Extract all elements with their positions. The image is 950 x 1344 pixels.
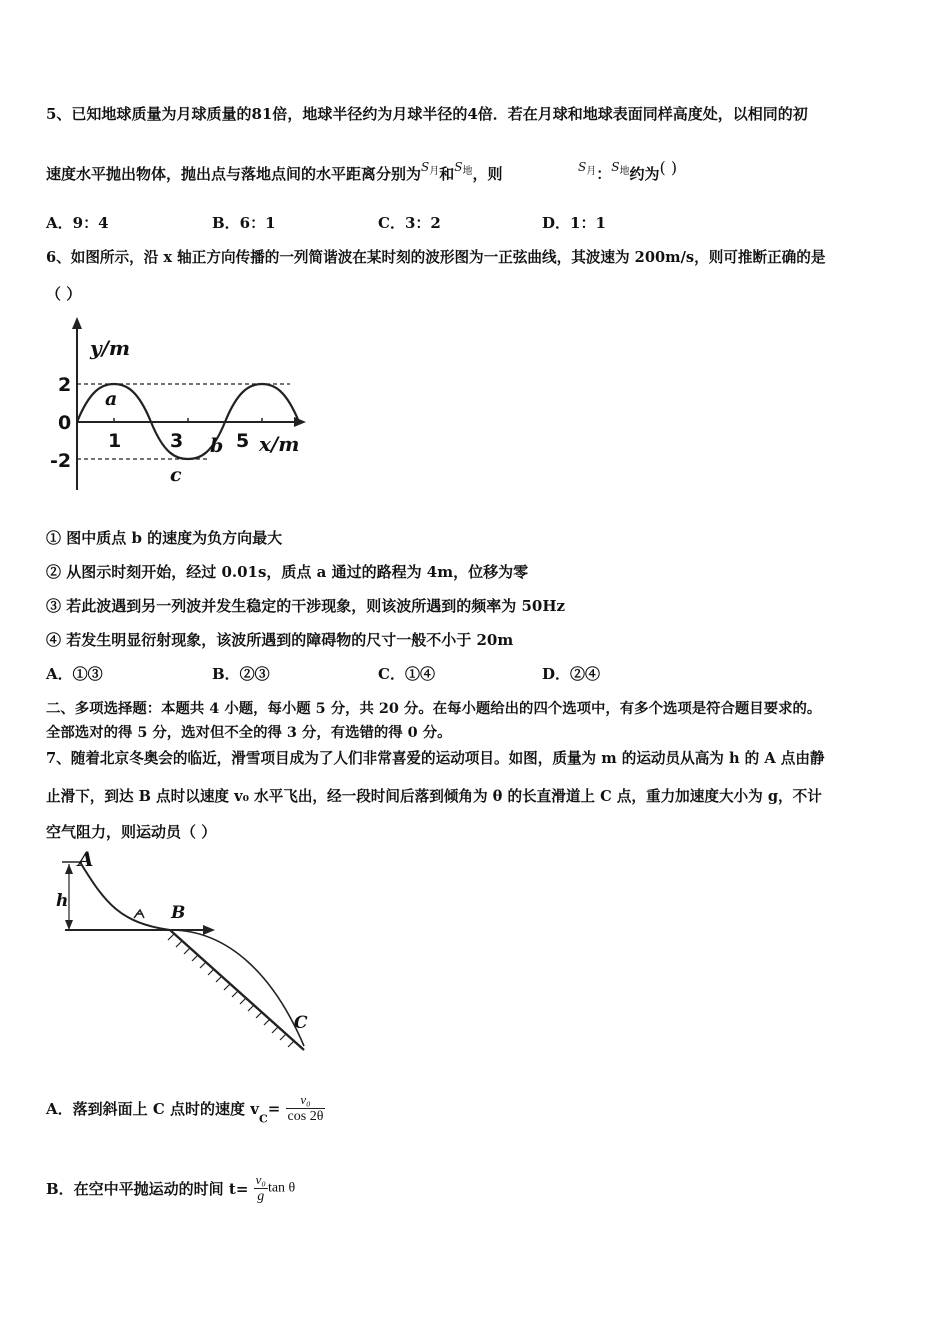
point-b-label: b	[210, 435, 224, 457]
tick-label-3: 3	[170, 430, 184, 452]
q7-option-b-text: B．在空中平抛运动的时间 t=	[46, 1180, 249, 1198]
q6-option-a[interactable]: A．①③	[46, 665, 103, 683]
q7-option-a-numerator: v₀	[300, 1092, 311, 1107]
height-arrow-down	[65, 920, 73, 930]
s-earth-subscript: 地	[462, 166, 473, 177]
q6-statement-2: ② 从图示时刻开始，经过 0.01s，质点 a 通过的路程为 4m，位移为零	[46, 563, 529, 581]
and-text: 和	[439, 165, 455, 183]
then-text: ，则	[472, 165, 503, 183]
slide-curve	[80, 862, 170, 930]
q5-ratio	[578, 158, 678, 184]
q6-line2: （ ）	[46, 285, 82, 303]
s-earth-symbol: S	[454, 160, 463, 174]
incline-line	[170, 930, 304, 1050]
tick-label-5: 5	[236, 430, 250, 452]
s-moon-subscript-2: 月	[586, 166, 597, 177]
s-moon-subscript: 月	[429, 166, 440, 177]
s-earth-subscript-2: 地	[619, 166, 630, 177]
q7-option-a-subscript: C	[258, 1112, 268, 1126]
tick-label-2: 2	[58, 374, 72, 396]
approx-text: 约为	[629, 165, 660, 183]
skier-icon	[134, 910, 144, 918]
q7-option-a[interactable]	[46, 1092, 325, 1126]
label-a: A	[78, 848, 94, 871]
q5-line1: 5、已知地球质量为月球质量的81倍，地球半径约为月球半径的4倍．若在月球和地球表面同样高度处，以相同的初	[46, 105, 808, 123]
point-a-label: a	[105, 388, 118, 410]
q7-line3: 空气阻力，则运动员（ ）	[46, 823, 217, 841]
section2-line2: 全部选对的得 5 分，选对但不全的得 3 分，有选错的得 0 分。	[46, 724, 452, 741]
y-axis-arrow	[72, 317, 82, 329]
wave-graph	[50, 315, 320, 495]
q7-line1: 7、随着北京冬奥会的临近，滑雪项目成为了人们非常喜爱的运动项目。如图，质量为 m 的运动员从高为 h 的 A 点由静	[46, 750, 825, 767]
q7-option-b[interactable]	[46, 1172, 295, 1205]
q7-line2: 止滑下，到达 B 点时以速度 v₀ 水平飞出，经一段时间后落到倾角为 θ 的长直滑道上 C 点，重力加速度大小为 g，不计	[46, 788, 822, 805]
q7-option-b-fraction	[254, 1172, 268, 1205]
q7-option-a-equals: =	[267, 1099, 281, 1118]
q7-option-a-text: A．落到斜面上 C 点时的速度 v	[46, 1100, 259, 1118]
q5-option-b[interactable]: B．6：1	[212, 214, 276, 232]
q7-option-b-tan: tan θ	[267, 1180, 296, 1196]
q7-option-b-denominator: g	[254, 1188, 268, 1205]
tick-label-minus-2: -2	[50, 450, 72, 472]
height-arrow-up	[65, 864, 73, 874]
velocity-arrow-head	[203, 925, 215, 935]
tick-label-1: 1	[108, 430, 122, 452]
tick-label-0: 0	[58, 412, 72, 434]
s-moon-symbol: S	[421, 160, 430, 174]
q5-option-a[interactable]: A．9：4	[46, 214, 109, 232]
section2-line1: 二、多项选择题：本题共 4 小题，每小题 5 分，共 20 分。在每小题给出的四个选项中，有多个选项是符合题目要求的。	[46, 700, 822, 717]
y-axis-label: y/m	[90, 336, 131, 360]
incline-hatching	[168, 934, 294, 1047]
colon-text: ：	[596, 165, 612, 183]
q6-line1: 6、如图所示，沿 x 轴正方向传播的一列简谐波在某时刻的波形图为一正弦曲线，其波速为 200m/s，则可推断正确的是	[46, 249, 826, 266]
q5-option-c[interactable]: C．3：2	[378, 214, 441, 232]
q5-line2-text: 速度水平抛出物体，抛出点与落地点间的水平距离分别为	[46, 165, 422, 183]
x-axis-label: x/m	[259, 432, 300, 456]
ski-slope-figure	[50, 848, 320, 1058]
x-axis-arrow	[294, 417, 306, 427]
label-c: C	[294, 1013, 308, 1033]
q6-option-d[interactable]: D．②④	[542, 665, 601, 683]
s-earth-symbol-2: S	[611, 160, 620, 174]
q7-option-a-fraction	[286, 1092, 326, 1125]
q7-option-b-numerator: v₀	[255, 1172, 266, 1187]
s-moon-symbol-2: S	[578, 160, 587, 174]
answer-bracket: ( )	[659, 158, 678, 177]
q7-option-a-denominator: cos 2θ	[287, 1109, 324, 1124]
q6-statement-1: ① 图中质点 b 的速度为负方向最大	[46, 529, 283, 547]
q5-option-d[interactable]: D．1：1	[542, 214, 606, 232]
q6-statement-3: ③ 若此波遇到另一列波并发生稳定的干涉现象，则该波所遇到的频率为 50Hz	[46, 597, 566, 615]
q5-line2	[46, 160, 503, 184]
label-h: h	[56, 891, 69, 911]
point-c-label: c	[170, 464, 182, 486]
label-b: B	[171, 903, 186, 923]
q6-statement-4: ④ 若发生明显衍射现象，该波所遇到的障碍物的尺寸一般不小于 20m	[46, 631, 514, 649]
q6-option-c[interactable]: C．①④	[378, 665, 435, 683]
q6-option-b[interactable]: B．②③	[212, 665, 270, 683]
